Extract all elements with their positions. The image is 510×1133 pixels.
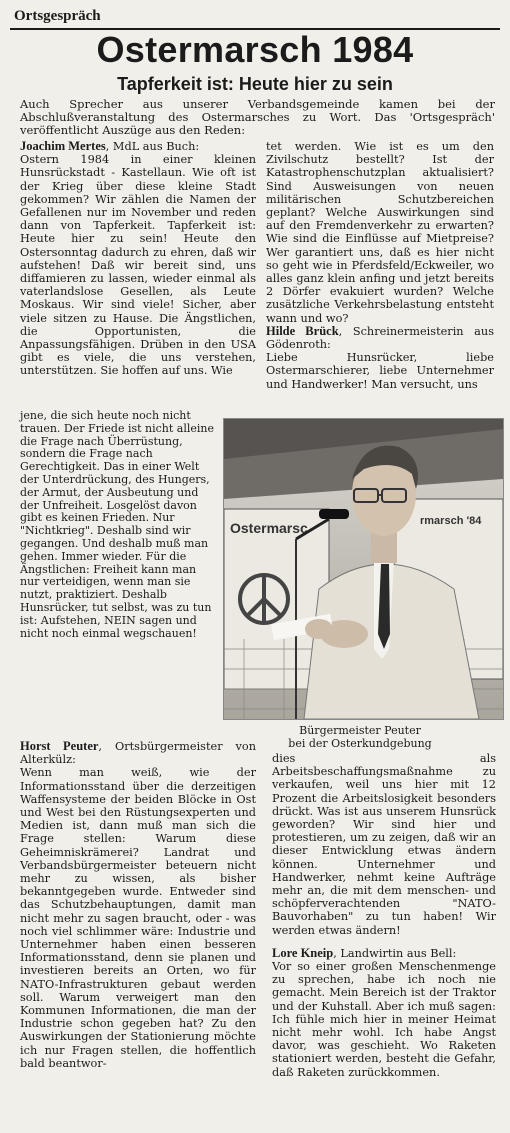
speaker-name-peuter: Horst Peuter xyxy=(20,739,99,753)
speech-peuter-cont: tet werden. Wie ist es um den Zivilschutz bestellt? Ist der Katastrophenschutzplan aktualisiert? Sind Ausweisungen von neuen militärischen Schutzbereichen geplant? Welche Auswirkungen sind auf den Fremdenverkehr zu erwarten? Wie sind die Einflüsse auf Mietpreise? Wer garantiert uns, daß es hier nicht so geht wie in Pferdsfeld/Eckweiler, wo alles ganz klein anfing und jetzt bereits 2 Dörfer evakuiert wurden? Welche zusätzliche Verkehrsbelastung entsteht wann und wo? xyxy=(266,140,494,325)
speech-peuter: Wenn man weiß, wie der Informationsstand über die derzeitigen Waffensysteme der beiden Blöcke in Ost und West bei den Rüstungsexperten und Medien ist, dann muß man sich die Frage stellen: Warum diese Geheimniskrämerei? Landrat und Verbandsbürgermeister beteuern nicht mehr zu wissen, als bisher bekanntgegeben wurde. Entweder sind das Schutzbehauptungen, damit man nicht mehr zu sagen braucht, oder - was noch viel schlimmer wäre: Industrie und Unternehmer haben einen besseren Informationsstand, denn sie planen und investieren bereits an Orten, wo für NATO-Infrastrukturen gebaut werden soll. Warum verweigert man den Kommunen Informationen, die man der Industrie schon gegeben hat? Zu den Auswirkungen der Stationierung möchte ich nur Fragen stellen, die hoffentlich bald beantwor- xyxy=(20,766,256,1070)
speaker-name-brueck: Hilde Brück xyxy=(266,323,339,338)
caption-line-2: bei der Osterkundgebung xyxy=(288,737,432,750)
speaker-photo-illustration xyxy=(224,419,503,719)
speaker-name-mertes: Joachim Mertes xyxy=(20,139,106,153)
photo-speaker xyxy=(223,418,504,720)
speaker-name-kneip: Lore Kneip xyxy=(272,945,334,960)
subheadline: Tapferkeit ist: Heute hier zu sein xyxy=(117,74,393,94)
speech-mertes-a: Ostern 1984 in einer kleinen Hunsrückstadt - Kastellaun. Wie oft ist der Krieg über diese kleine Stadt gekommen? Wir zählen die Namen der Gefallenen nur im November und reden dann von Tapferkeit. Tapferkeit ist: Heute hier zu sein! Heute den Ostersonntag dadurch zu ehren, daß wir aufstehen! Daß wir bereit sind, uns diffamieren zu lassen, wieder einmal als vaterlandslose Gesellen, als Leute Moskaus. Wir sind viele! Sicher, aber viele sitzen zu Hause. Die Ängstlichen, die Opportunisten, die Anpassungsfähigen. Drüben in den USA gibt es viele, die uns verstehen, unterstützen. Sie hoffen auf uns. Wie xyxy=(20,153,256,378)
peuter-section xyxy=(20,740,256,1070)
speaker-intro-kneip: , Landwirtin aus Bell: xyxy=(333,946,457,960)
lead-paragraph: Auch Sprecher aus unserer Verbandsgemeinde kamen bei der Abschlußveranstaltung des Ostermarsches zu Wort. Das 'Ortsgespräch' veröffentlicht Auszüge aus den Reden: xyxy=(20,97,495,138)
speech-mertes-b: jene, die sich heute noch nicht trauen. Der Friede ist nicht alleine die Frage nach Überrüstung, sondern die Frage nach Gerechtigkeit. Das in einer Welt der Unterdrückung, des Hungers, der Armut, der Ausbeutung und der Unfreiheit. Losgelöst davon gibt es keinen Frieden. Nur "Nichtkrieg". Deshalb sind wir gegangen. Und deshalb muß man gehen. Immer wieder. Für die Ängstlichen: Freiheit kann man nur verteidigen, wenn man sie nutzt, praktiziert. Deshalb Hunsrücker, tut selbst, was zu tun ist: Aufstehen, NEIN sagen und nicht noch einmal wegschauen! xyxy=(20,409,215,640)
headline: Ostermarsch 1984 xyxy=(96,29,414,70)
speaker-intro-brueck: , Schreinermeisterin aus Gödenroth: xyxy=(266,324,494,352)
speech-brueck-b: dies als Arbeitsbeschaffungsmaßnahme zu verkaufen, weil uns hier mit 12 Prozent die Arbeitslosigkeit besonders drückt. Was ist aus unserem Hunsrück geworden? Wir sind hier und protestieren, um zu zeigen, daß wir an dieser Entwicklung etwas ändern können. Unternehmer und Handwerker, nehmt keine Aufträge mehr an, die mit dem menschen- und schöpferverachtenden "NATO-Bauvorhaben" zu tun haben! Wir werden etwas ändern! xyxy=(272,752,496,937)
caption-line-1: Bürgermeister Peuter xyxy=(299,724,421,737)
banner-text-left: Ostermarsc xyxy=(230,520,308,536)
speech-brueck-a: Liebe Hunsrücker, liebe Ostermarschierer, liebe Unternehmer und Handwerker! Man versucht, uns xyxy=(266,351,494,391)
brueck-continued-section xyxy=(272,752,496,1079)
photo-caption xyxy=(245,724,475,750)
section-rubric: Ortsgespräch xyxy=(14,8,101,24)
banner-text-right: rmarsch '84 xyxy=(420,515,482,527)
speech-kneip: Vor so einer großen Menschenmenge zu sprechen, habe ich noch nie gemacht. Mein Bereich ist der Traktor und der Kuhstall. Aber ich muß sagen: Ich fühle mich hier in meiner Heimat nicht mehr wohl. Ich habe Angst davor, was geschieht. Wo Raketen stationiert werden, besteht die Gefahr, daß Raketen zurückkommen. xyxy=(272,960,496,1079)
speaker-intro-mertes: , MdL aus Buch: xyxy=(105,140,200,153)
peuter-continued-section xyxy=(266,140,494,391)
mertes-continued-section xyxy=(20,410,216,640)
mertes-section xyxy=(20,140,256,378)
speaker-intro-peuter: , Ortsbürgermeister von Alterkülz: xyxy=(20,740,256,767)
